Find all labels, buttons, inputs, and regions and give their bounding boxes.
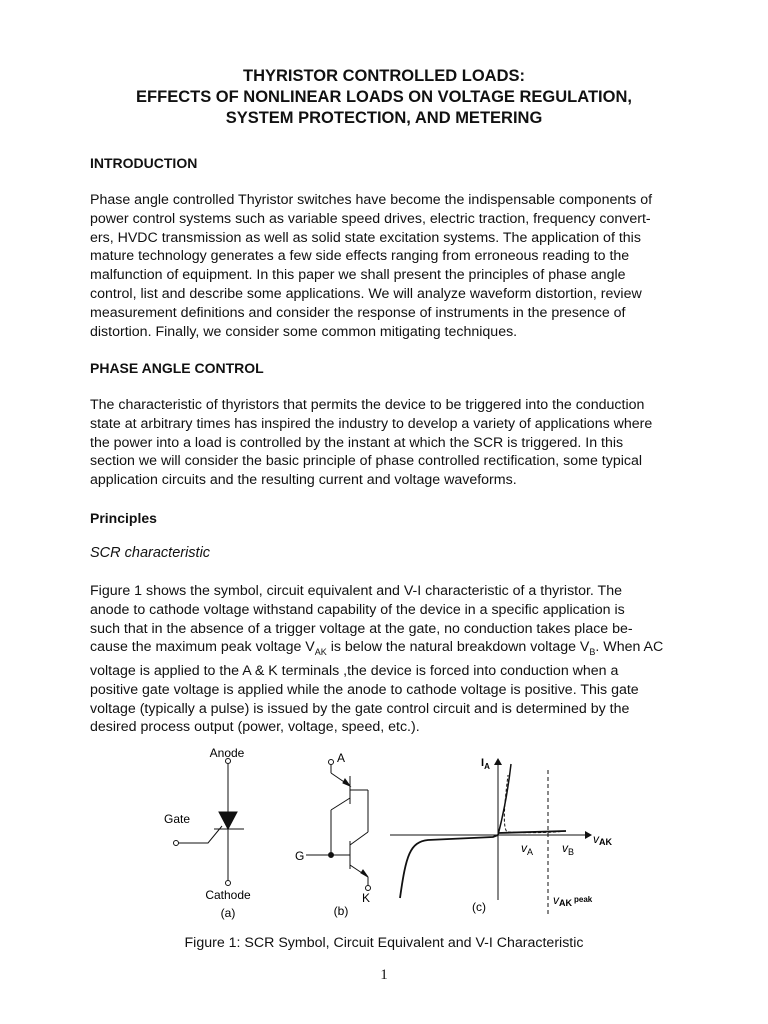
introduction-heading: INTRODUCTION xyxy=(90,155,198,171)
figure-caption: Figure 1: SCR Symbol, Circuit Equivalent and V-I Characteristic xyxy=(184,935,584,951)
paragraph-line: The characteristic of thyristors that permits the device to be triggered into the conduction xyxy=(90,397,645,413)
cathode-terminal-label: K xyxy=(362,891,371,905)
paragraph-line: power control systems such as variable speed drives, electric traction, frequency convert- xyxy=(90,210,651,227)
text-run: is below the natural breakdown voltage V xyxy=(326,639,590,656)
paragraph-line: control, list and describe some applications. We will analyze waveform distortion, review xyxy=(90,285,642,302)
va-label: $v_A$ xyxy=(521,841,534,857)
paragraph-line: state at arbitrary times has inspired the industry to develop a variety of applications where xyxy=(90,415,653,432)
text-run: . When AC xyxy=(595,639,664,656)
cathode-label: Cathode xyxy=(205,888,251,902)
principles-heading: Principles xyxy=(90,510,157,526)
current-axis-label: $I_A$ xyxy=(481,757,490,771)
anode-terminal-label: A xyxy=(337,751,346,765)
paragraph-line: mature technology generates a few side effects ranging from erroneous reading to the xyxy=(90,248,630,265)
figure-1 xyxy=(150,738,630,928)
subscript: B xyxy=(589,647,596,658)
vb-label: $v_B$ xyxy=(562,841,575,857)
paragraph-line: anode to cathode voltage withstand capability of the device in a specific application is xyxy=(90,601,625,618)
phase-angle-paragraph xyxy=(90,396,710,490)
vak-peak-label: vAK $^{peak}$ xyxy=(553,893,593,908)
paragraph-line: malfunction of equipment. In this paper we shall present the principles of phase angle xyxy=(90,267,626,284)
paragraph-line: positive gate voltage is applied while the anode to cathode voltage is positive. This gate xyxy=(90,681,639,698)
paragraph-line: voltage (typically a pulse) is issued by the gate control circuit and is determined by the xyxy=(90,700,630,717)
introduction-paragraph xyxy=(90,191,710,341)
figure-c-label: (c) xyxy=(472,900,486,914)
title-line-2: EFFECTS OF NONLINEAR LOADS ON VOLTAGE REGULATION, xyxy=(136,88,632,106)
anode-label: Anode xyxy=(209,746,245,760)
paragraph-line: such that in the absence of a trigger voltage at the gate, no conduction takes place be- xyxy=(90,620,633,637)
paragraph-line: application circuits and the resulting current and voltage waveforms. xyxy=(90,472,517,489)
paragraph-line: voltage is applied to the A & K terminals ,the device is forced into conduction when a xyxy=(90,663,619,680)
circuit-equivalent xyxy=(306,760,371,891)
paragraph-line: distortion. Finally, we consider some common mitigating techniques. xyxy=(90,323,518,340)
title-line-3: SYSTEM PROTECTION, AND METERING xyxy=(225,109,543,127)
paragraph-line: measurement definitions and consider the response of instruments in the presence of xyxy=(90,304,626,321)
voltage-axis-label: vAK xyxy=(593,832,612,847)
paragraph-line: Phase angle controlled Thyristor switches have become the indispensable components of xyxy=(90,192,653,208)
page-title xyxy=(60,66,708,129)
figure-b-label: (b) xyxy=(333,904,349,918)
paragraph-line: Figure 1 shows the symbol, circuit equivalent and V-I characteristic of a thyristor. The xyxy=(90,583,623,599)
phase-angle-heading: PHASE ANGLE CONTROL xyxy=(90,360,264,376)
title-line-1: THYRISTOR CONTROLLED LOADS: xyxy=(242,67,526,85)
paragraph-line: desired process output (power, voltage, speed, etc.). xyxy=(90,719,420,736)
paragraph-line: ers, HVDC transmission as well as solid state excitation systems. The application of this xyxy=(90,229,641,246)
paragraph-line xyxy=(90,638,710,662)
scr-characteristic-heading: SCR characteristic xyxy=(90,545,211,561)
subscript: AK xyxy=(314,647,327,658)
gate-terminal-label: G xyxy=(295,849,305,863)
gate-label: Gate xyxy=(164,812,191,826)
paragraph-line: the power into a load is controlled by the instant at which the SCR is triggered. In this xyxy=(90,434,624,451)
paragraph-line: section we will consider the basic principle of phase controlled rectification, some typical xyxy=(90,453,643,470)
text-run: cause the maximum peak voltage V xyxy=(90,639,315,656)
vi-characteristic-plot xyxy=(390,758,592,915)
figure-a-label: (a) xyxy=(220,906,236,920)
page-number: 1 xyxy=(380,967,388,983)
scr-paragraph xyxy=(90,582,710,737)
